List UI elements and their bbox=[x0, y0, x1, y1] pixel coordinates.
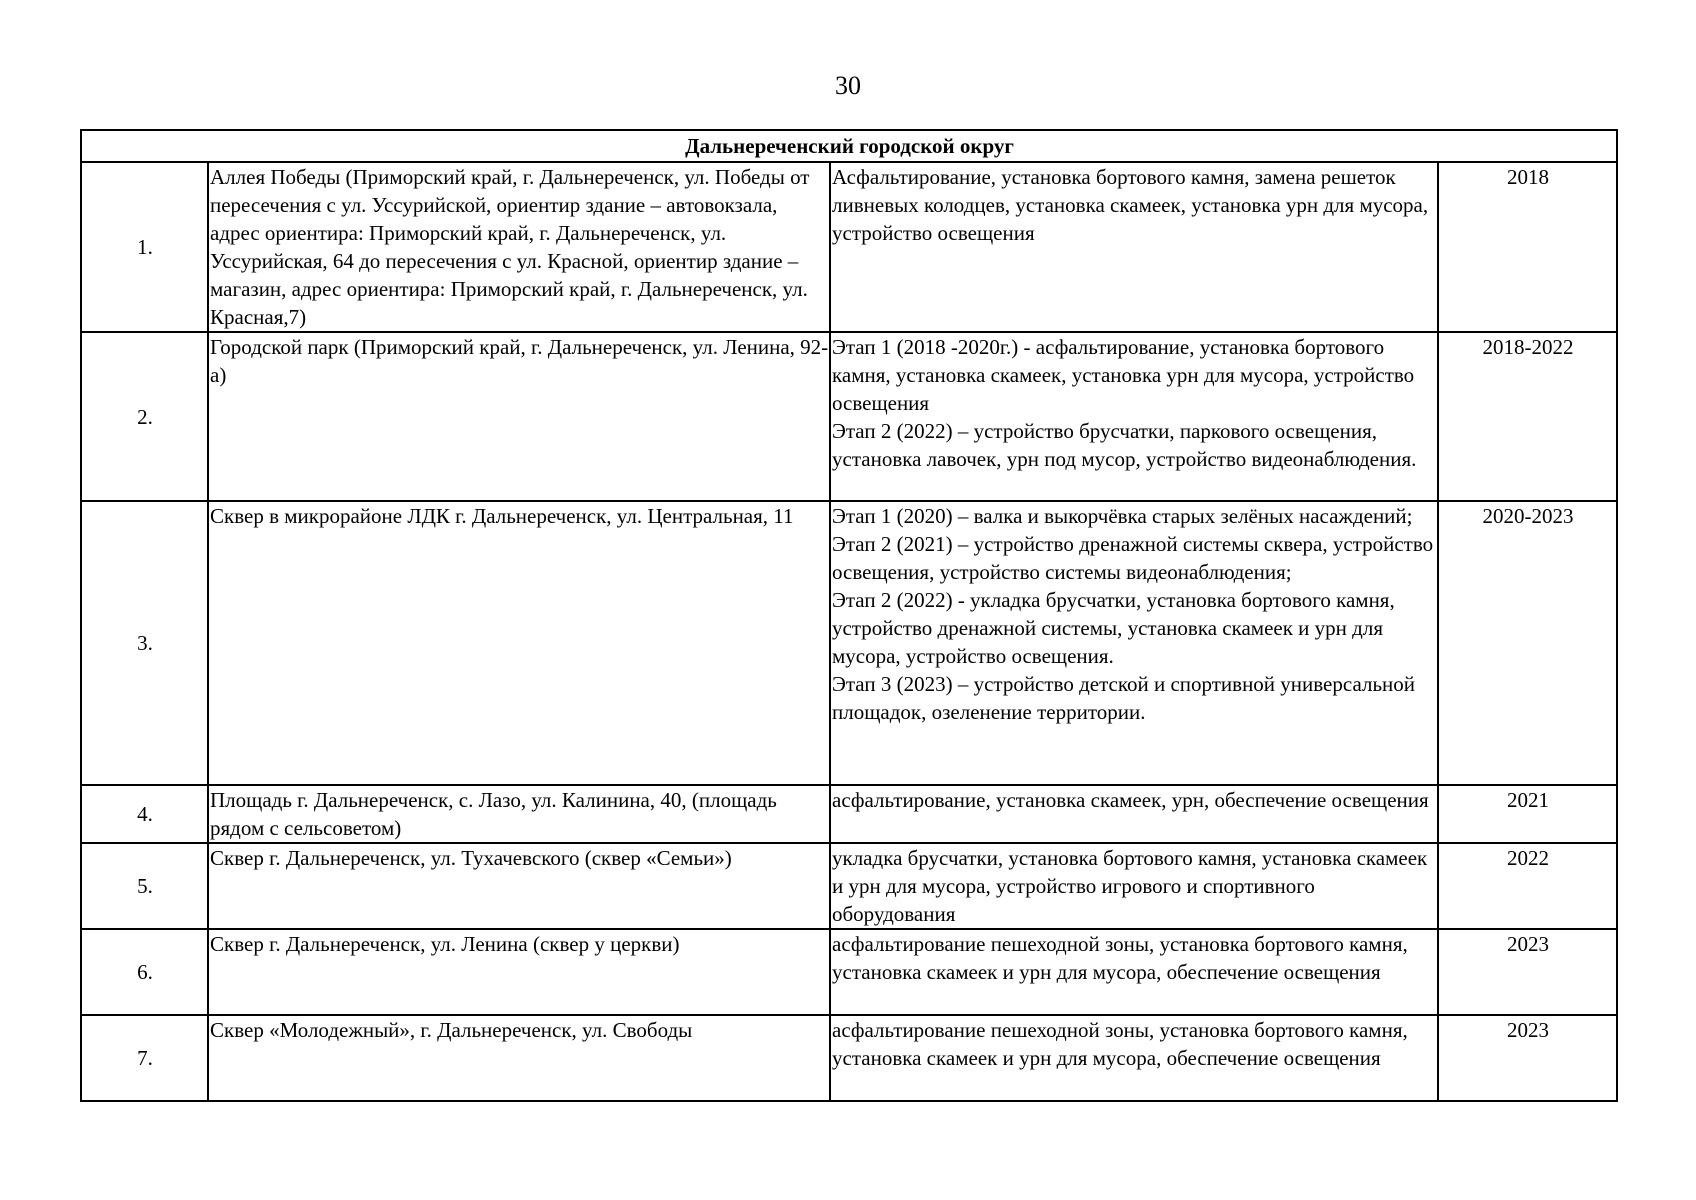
table-row bbox=[81, 501, 1617, 785]
table-row bbox=[81, 843, 1617, 929]
year-cell: 2020-2023 bbox=[1438, 501, 1617, 785]
object-cell: Сквер «Молодежный», г. Дальнереченск, ул. Свободы bbox=[208, 1015, 830, 1101]
works-cell: асфальтирование пешеходной зоны, установка бортового камня, установка скамеек и урн для мусора, обеспечение освещения bbox=[830, 1015, 1438, 1101]
row-number: 7. bbox=[81, 1015, 208, 1101]
row-number: 4. bbox=[81, 785, 208, 843]
row-number: 1. bbox=[81, 162, 208, 332]
table-row bbox=[81, 929, 1617, 1015]
page-number: 30 bbox=[835, 71, 861, 100]
region-header-row bbox=[81, 130, 1617, 162]
row-number: 5. bbox=[81, 843, 208, 929]
works-cell: Этап 1 (2018 -2020г.) - асфальтирование, установка бортового камня, установка скамеек, установка урн для мусора, устройство освещения Этап 2 (2022) – устройство брусчатки, паркового освещения, установка лавочек, урн под мусор, устройство видеонаблюдения. bbox=[830, 332, 1438, 501]
table-row bbox=[81, 162, 1617, 332]
works-cell: асфальтирование пешеходной зоны, установка бортового камня, установка скамеек и урн для мусора, обеспечение освещения bbox=[830, 929, 1438, 1015]
works-cell: асфальтирование, установка скамеек, урн, обеспечение освещения bbox=[830, 785, 1438, 843]
table-row bbox=[81, 785, 1617, 843]
year-cell: 2023 bbox=[1438, 929, 1617, 1015]
object-cell: Площадь г. Дальнереченск, с. Лазо, ул. Калинина, 40, (площадь рядом с сельсоветом) bbox=[208, 785, 830, 843]
object-cell: Сквер г. Дальнереченск, ул. Тухачевского (сквер «Семьи») bbox=[208, 843, 830, 929]
table-row bbox=[81, 332, 1617, 501]
row-number: 3. bbox=[81, 501, 208, 785]
year-cell: 2018-2022 bbox=[1438, 332, 1617, 501]
works-cell: укладка брусчатки, установка бортового камня, установка скамеек и урн для мусора, устройство игрового и спортивного оборудования bbox=[830, 843, 1438, 929]
object-cell: Городской парк (Приморский край, г. Дальнереченск, ул. Ленина, 92-а) bbox=[208, 332, 830, 501]
works-cell: Асфальтирование, установка бортового камня, замена решеток ливневых колодцев, установка скамеек, установка урн для мусора, устройство освещения bbox=[830, 162, 1438, 332]
table-row bbox=[81, 1015, 1617, 1101]
object-cell: Аллея Победы (Приморский край, г. Дальнереченск, ул. Победы от пересечения с ул. Уссурийской, ориентир здание – автовокзала, адрес ориентира: Приморский край, г. Дальнереченск, ул. Уссурийская, 64 до пересечения с ул. Красной, ориентир здание – магазин, адрес ориентира: Приморский край, г. Дальнереченск, ул. Красная,7) bbox=[208, 162, 830, 332]
region-title: Дальнереченский городской округ bbox=[81, 130, 1617, 162]
works-cell: Этап 1 (2020) – валка и выкорчёвка старых зелёных насаждений; Этап 2 (2021) – устройство дренажной системы сквера, устройство освещения, устройство системы видеонаблюдения; Этап 2 (2022) - укладка брусчатки, установка бортового камня, устройство дренажной системы, установка скамеек и урн для мусора, устройство освещения. Этап 3 (2023) – устройство детской и спортивной универсальной площадок, озеленение территории. bbox=[830, 501, 1438, 785]
row-number: 6. bbox=[81, 929, 208, 1015]
improvement-table bbox=[80, 129, 1618, 1102]
object-cell: Сквер в микрорайоне ЛДК г. Дальнереченск, ул. Центральная, 11 bbox=[208, 501, 830, 785]
row-number: 2. bbox=[81, 332, 208, 501]
year-cell: 2018 bbox=[1438, 162, 1617, 332]
object-cell: Сквер г. Дальнереченск, ул. Ленина (сквер у церкви) bbox=[208, 929, 830, 1015]
year-cell: 2021 bbox=[1438, 785, 1617, 843]
year-cell: 2022 bbox=[1438, 843, 1617, 929]
year-cell: 2023 bbox=[1438, 1015, 1617, 1101]
